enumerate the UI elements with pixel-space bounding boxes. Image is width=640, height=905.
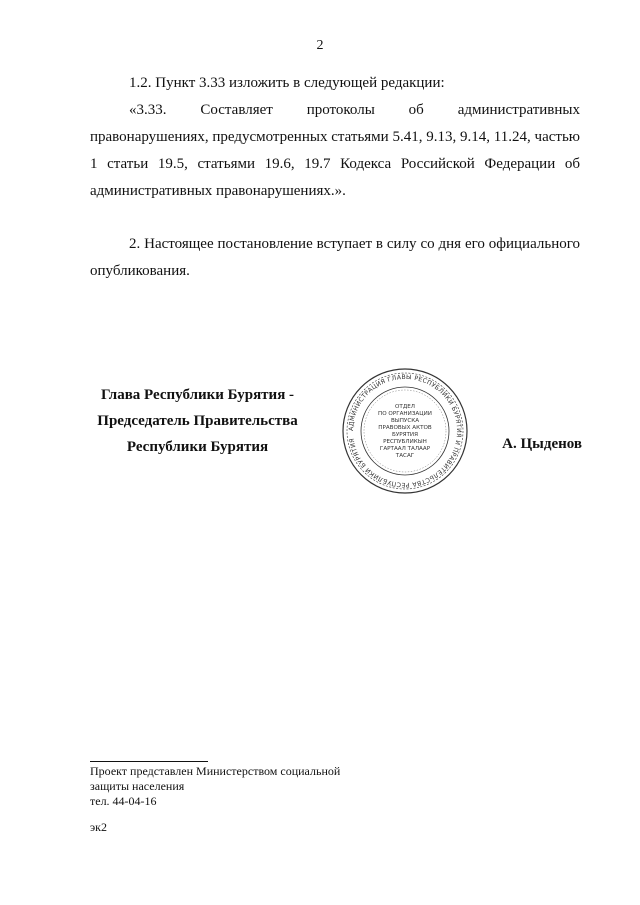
signatory-title-line-3: Республики Бурятия xyxy=(126,439,269,455)
signatory-title-line-2: Председатель Правительства xyxy=(97,413,298,429)
page-number: 2 xyxy=(316,38,324,53)
seal-inner-line: ОТДЕЛ xyxy=(395,404,415,410)
seal-inner-line: РЕСПУБЛИКЫН xyxy=(383,439,427,445)
seal-inner-line: ПО ОРГАНИЗАЦИИ xyxy=(378,411,432,417)
seal-inner-line: ГАРТААЛ ТАЛААР xyxy=(379,446,431,452)
footnote xyxy=(90,764,340,809)
seal-inner-line: ПРАВОВЫХ АКТОВ xyxy=(378,425,432,431)
official-seal xyxy=(340,366,470,496)
paragraph-amendment-text: «3.33. Составляет протоколы об административных правонарушениях, предусмотренных статьями 5.41, 9.13, 9.14, 11.24, частью 1 статьи 19.5, статьями 19.6, 19.7 Кодекса Российской Федерации об административных правонарушениях.». xyxy=(90,102,580,199)
footnote-line-3: тел. 44-04-16 xyxy=(90,794,157,808)
seal-inner-line: ВЫПУСКА xyxy=(390,418,420,424)
seal-inner-line: ТАСАГ xyxy=(395,453,415,459)
seal-inner-line: БУРЯТИЯ xyxy=(392,432,418,438)
signatory-title-line-1: Глава Республики Бурятия - xyxy=(100,387,295,403)
signatory-title xyxy=(90,382,305,460)
signatory-name: А. Цыденов xyxy=(502,436,582,452)
footnote-divider xyxy=(90,761,208,762)
document-code: эк2 xyxy=(90,820,107,834)
footnote-line-1: Проект представлен Министерством социальной xyxy=(90,764,341,778)
paragraph-amendment-intro: 1.2. Пункт 3.33 изложить в следующей редакции: xyxy=(129,75,445,91)
footnote-line-2: защиты населения xyxy=(90,779,185,793)
seal-outer-text: АДМИНИСТРАЦИЯ ГЛАВЫ РЕСПУБЛИКИ БУРЯТИЯ И ПРАВИТЕЛЬСТВА РЕСПУБЛИКИ БУРЯТИЯ xyxy=(347,373,463,489)
paragraph-effective-date: 2. Настоящее постановление вступает в силу со дня его официального опубликования. xyxy=(90,236,580,279)
